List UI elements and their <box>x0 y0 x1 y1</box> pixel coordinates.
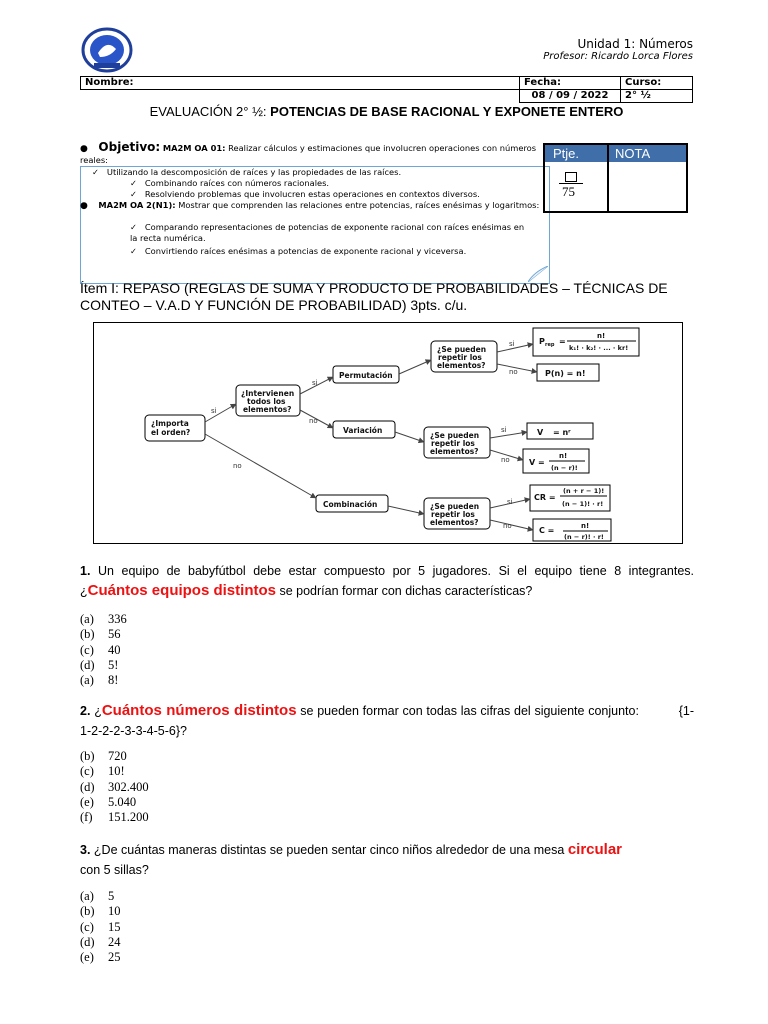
svg-text:si: si <box>211 407 217 415</box>
svg-text:elementos?: elementos? <box>437 361 486 370</box>
objective-sub-4: ✓ Comparando representaciones de potencias de exponente racional con raíces enésimas en la recta numérica. <box>130 222 525 243</box>
svg-text:¿Se pueden: ¿Se pueden <box>437 345 487 354</box>
objective-1: ● Objetivo: MA2M OA 01: Realizar cálculos y estimaciones que involucren operaciones con números reales: <box>80 140 537 165</box>
page-title: EVALUACIÓN 2° ½: POTENCIAS DE BASE RACIONAL Y EXPONETE ENTERO <box>149 104 624 119</box>
svg-text:no: no <box>509 368 518 376</box>
score-box <box>543 143 688 213</box>
svg-text:¿Se pueden: ¿Se pueden <box>430 431 480 440</box>
svg-text:(n − 1)! · r!: (n − 1)! · r! <box>562 500 604 508</box>
svg-text:Permutación: Permutación <box>339 371 393 380</box>
question-3: 3. ¿De cuántas maneras distintas se pueden sentar cinco niños alrededor de una mesa circular con 5 sillas? <box>80 841 623 877</box>
objective-sub-5: ✓ Convirtiendo raíces enésimas a potencias de exponente racional y viceversa. <box>130 246 467 256</box>
svg-text:n!: n! <box>597 332 606 340</box>
svg-text:Variación: Variación <box>343 426 383 435</box>
svg-text:no: no <box>503 522 512 530</box>
svg-text:si: si <box>501 426 507 434</box>
svg-text:(n − r)! · r!: (n − r)! · r! <box>564 533 604 541</box>
unidad-label: Unidad 1: Números <box>577 37 693 51</box>
objective-sub-2: ✓ Combinando raíces con números racionales. <box>130 178 330 188</box>
svg-text:Combinación: Combinación <box>323 500 378 509</box>
svg-text:¿Intervienen: ¿Intervienen <box>241 389 295 398</box>
svg-text:elementos?: elementos? <box>243 405 292 414</box>
svg-text:CR =: CR = <box>534 493 556 502</box>
svg-text:¿Importa: ¿Importa <box>151 419 189 428</box>
option[interactable]: (b) 56 <box>80 627 121 642</box>
option[interactable]: (a) 5 <box>80 889 115 903</box>
svg-text:no: no <box>233 462 242 470</box>
option[interactable]: (c) 40 <box>80 642 121 657</box>
objective-2: ● MA2M OA 2(N1): Mostrar que comprenden las relaciones entre potencias, raíces enésimas y logaritmos: <box>80 200 540 211</box>
svg-text:si: si <box>507 498 513 506</box>
score-header: Ptje. NOTA <box>545 145 686 162</box>
svg-text:V: V <box>537 428 544 437</box>
option[interactable]: (b) 720 <box>80 749 127 763</box>
profesor-label: Profesor: Ricardo Lorca Flores <box>543 51 693 62</box>
svg-text:k₁! · k₂! · ... · kr!: k₁! · k₂! · ... · kr! <box>569 344 629 352</box>
score-total: 75 <box>562 184 575 199</box>
curso-label: Curso: <box>621 77 693 90</box>
svg-text:no: no <box>501 456 510 464</box>
item-1-heading: Ítem I: REPASO (REGLAS DE SUMA Y PRODUCTO DE PROBABILIDADES – TÉCNICAS DE CONTEO – V.A.D Y FUNCIÓN DE PROBABILIDAD) 3pts. c/u. <box>80 280 668 313</box>
svg-text:elementos?: elementos? <box>430 447 479 456</box>
svg-text:n!: n! <box>581 522 590 530</box>
svg-text:C =: C = <box>539 526 555 535</box>
question-3-options <box>80 889 121 965</box>
curso-value: 2° ½ <box>621 90 693 103</box>
svg-text:= nʳ: = nʳ <box>553 428 571 437</box>
objective-sub-1: ✓ Utilizando la descomposición de raíces y las propiedades de las raíces. <box>92 167 402 177</box>
svg-text:todos los: todos los <box>247 397 286 406</box>
question-2-options <box>80 749 149 825</box>
option[interactable]: (d) 302.400 <box>80 779 149 794</box>
svg-text:(n − r)!: (n − r)! <box>551 464 578 472</box>
svg-text:si: si <box>509 340 515 348</box>
option[interactable]: (e) 25 <box>80 950 121 965</box>
option[interactable]: (a) 336 <box>80 612 127 626</box>
score-input-box[interactable] <box>565 172 577 182</box>
option[interactable]: (d) 24 <box>80 934 121 949</box>
svg-text:=: = <box>559 337 566 346</box>
svg-text:rep: rep <box>545 342 555 348</box>
svg-text:P: P <box>539 337 545 346</box>
svg-text:P(n) = n!: P(n) = n! <box>545 369 586 378</box>
svg-text:el orden?: el orden? <box>151 428 191 437</box>
svg-text:(n + r − 1)!: (n + r − 1)! <box>563 487 605 495</box>
question-2: 2. ¿Cuántos números distintos se pueden formar con todas las cifras del siguiente conjunto: {1-1-2-2-2-3-3-4-5-6}? <box>80 702 694 738</box>
header-table <box>80 76 693 103</box>
option[interactable]: (e) 5.040 <box>80 794 137 809</box>
option[interactable]: (b) 10 <box>80 904 121 919</box>
objective-sub-3: ✓ Resolviendo problemas que involucren estas operaciones en contextos diversos. <box>130 189 480 199</box>
svg-text:V =: V = <box>529 458 545 467</box>
svg-text:no: no <box>309 417 318 425</box>
fecha-value: 08 / 09 / 2022 <box>520 90 621 103</box>
svg-text:si: si <box>312 379 318 387</box>
nombre-field[interactable]: Nombre: <box>81 77 520 90</box>
counting-decision-diagram <box>93 322 683 544</box>
option[interactable]: (c) 10! <box>80 764 125 779</box>
option[interactable]: (c) 15 <box>80 919 121 934</box>
svg-text:n!: n! <box>559 452 568 460</box>
svg-text:elementos?: elementos? <box>430 518 479 527</box>
svg-text:repetir los: repetir los <box>438 353 482 362</box>
question-1-options <box>80 612 127 688</box>
option[interactable]: (a) 8! <box>80 673 119 688</box>
school-logo <box>80 27 134 73</box>
question-1: 1. Un equipo de babyfútbol debe estar compuesto por 5 jugadores. Si el equipo tiene 8 integrantes. ¿Cuántos equipos distintos se podrían formar con dichas características? <box>80 564 694 599</box>
option[interactable]: (f) 151.200 <box>80 810 149 825</box>
svg-text:repetir los: repetir los <box>431 510 475 519</box>
svg-text:repetir los: repetir los <box>431 439 475 448</box>
svg-text:¿Se pueden: ¿Se pueden <box>430 502 480 511</box>
fecha-label: Fecha: <box>520 77 621 90</box>
option[interactable]: (d) 5! <box>80 657 119 672</box>
nota-field[interactable] <box>609 162 686 211</box>
